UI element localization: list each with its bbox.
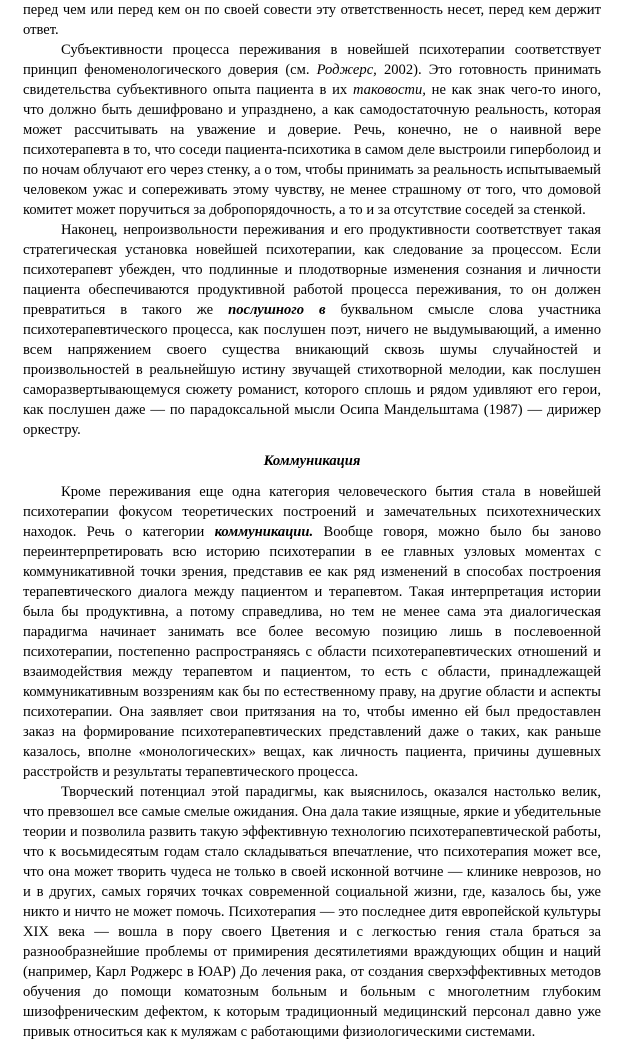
text-segment: Наконец, непроизвольности переживания и его продуктивности соответствует такая стратегическая установка новейшей психотерапии, как следование за процессом. Если психотерапевт убежден, что подлинные и плодотворные изменения сознания и личности пациента обеспечиваются продуктивной работой процесса переживания, то он должен превратиться в такого же [23,222,601,318]
document-page [23,0,601,1042]
text-segment: не как знак чего-то иного, что должно быть дешифровано и упразднено, а как самодостаточную реальность, которая может рассчитывать на уважение и доверие. Речь, конечно, не о наивной вере психотерапевта в то, что соседи пациента-психотика в самом деле выстроили гиперболоид и по ночам облучают его через стенку, а о том, чтобы принимать за реальность испытываемый человеком ужас и сопереживать этому чувству, не менее страшному от того, что домовой комитет может поручиться за добропорядочность, а то и за отсутствие соседей за стенкой. [23,82,601,218]
paragraph-continuation [23,0,601,40]
text-segment: Кроме переживания еще одна категория человеческого бытия стала в новейшей психотерапии фокусом теоретических построений и замечательных психотехнических находок. Речь о категории [23,484,601,540]
paragraph-communication [23,482,601,782]
emphasis-term: таковости, [352,82,426,98]
text-segment: Вообще говоря, можно было бы заново переинтерпретировать всю историю психотерапии в ее главных узловых моментах с коммуникативной точки зрения, представив ее как ряд изменений в способах построения терапевтического диалога между пациентом и терапевтом. Такая интерпретация истории была бы продуктивна, а потому справедлива, но тем не менее сама эта диалогическая парадигма начинает занимать все более весомую позицию лишь в послевоенной психотерапии, постепенно распространяясь с области психотерапевтических отношений и взаимодействия между терапевтом и пациентом, то есть с области, принадлежащей коммуникативным воззрениям как бы по естественному праву, на другие области и аспекты психотерапии. Она заявляет свои притязания на то, чтобы именно ей был предоставлен заказ на формирование психотерапевтических представлений даже о таких, как раньше казалось, вполне «монологических» вещах, как личность пациента, причины душевных расстройств и результаты терапевтического процесса. [23,524,602,780]
text-segment: Творческий потенциал этой парадигмы, как выяснилось, оказался настолько велик, что превзошел все самые смелые ожидания. Она дала такие изящные, яркие и убедительные теории и позволила развить такую эффективную технологию психотерапевтической работы, что к восьмидесятым годам стало складываться впечатление, что психотерапия может все, что она может творить чудеса не только в своей исконной вотчине — клинике неврозов, но и в других, самых горячих точках современной социальной жизни, где, казалось бы, уже никто и ничто не может помочь. Психотерапия — это последнее дитя европейской культуры XIX века — вошла в пору своего Цветения и с легкостью гения стала браться за разнообразнейшие проблемы от примирения десятилетиями враждующих общин и наций (например, Карл Роджерс в ЮАР) До лечения рака, от создания сверхэффективных методов обучения до помощи коматозным больным и больным с многолетним глубоким шизофреническим дефектом, к которым традиционный медицинский персонал давно уже привык относиться как к муляжам с работающими физиологическими системами. [23,784,601,1040]
text-segment: буквальном смысле слова участника психотерапевтического процесса, как послушен поэт, ничего не выдумывающий, а именно всем напряжением своего существа вникающий сквозь шумы случайностей и произвольностей в реальнейшую истину звучащей стихотворной мелодии, как послушен саморазвертывающемуся сюжету романист, которого сплошь и рядом удивляют его герои, как послушен даже — по парадоксальной мысли Осипа Мандельштама (1987) — дирижер оркестру. [23,302,601,438]
emphasis-term: коммуникации. [214,524,314,540]
paragraph-creative-potential [23,782,601,1042]
text-segment: Субъективности процесса переживания в новейшей психотерапии соответствует принцип феноменологического доверия (см. [23,42,601,78]
citation-author: Роджерс, [316,62,377,78]
section-heading: Коммуникация [263,453,361,469]
emphasis-term: послушного в [228,302,326,318]
paragraph-following-process [23,220,601,440]
text-segment: 2002). Это готовность принимать свидетельства субъективного опыта пациента в их [23,62,601,98]
text-segment: перед чем или перед кем он по своей совести эту ответственность несет, перед кем держит ответ. [23,2,601,38]
paragraph-phenomenological-trust [23,40,601,220]
